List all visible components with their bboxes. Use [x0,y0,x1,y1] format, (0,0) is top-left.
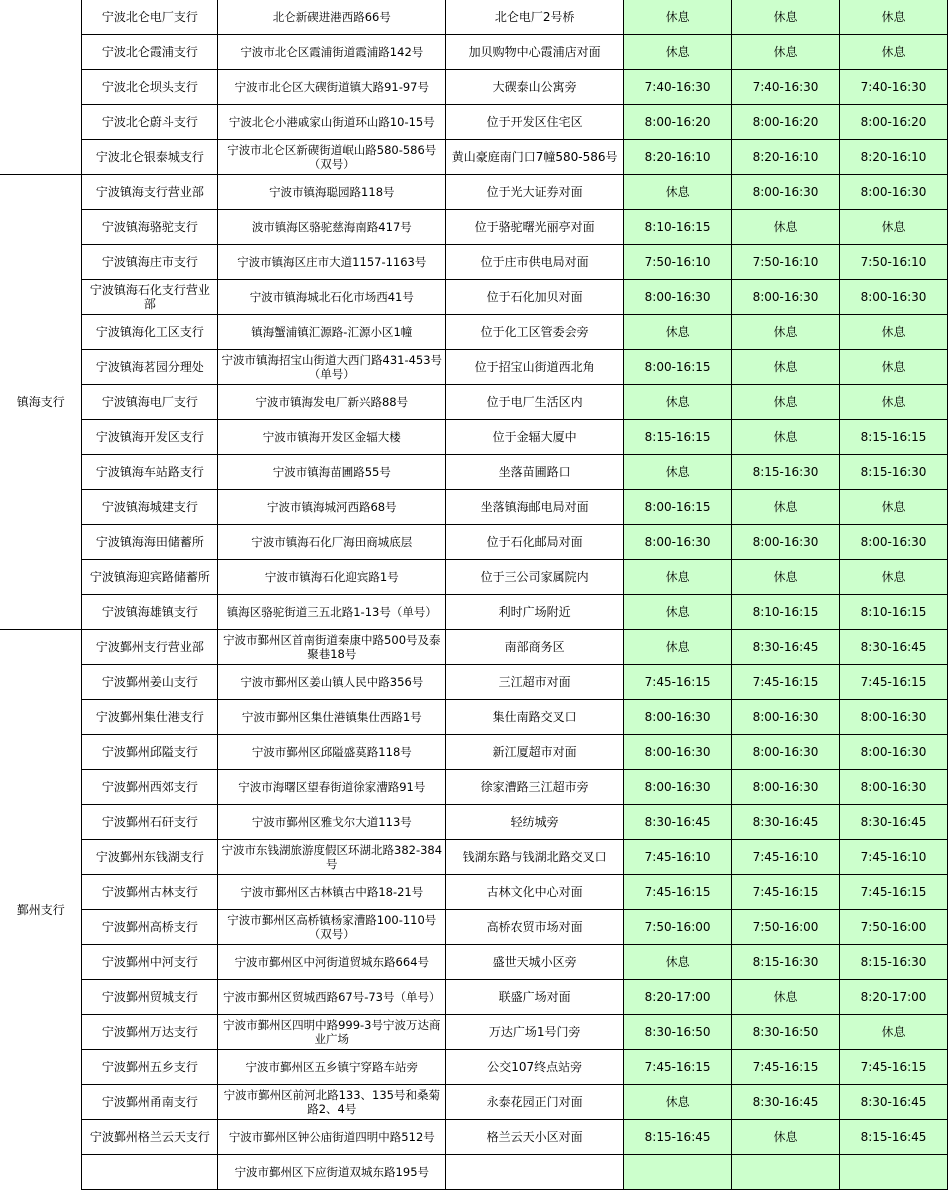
table-row [0,735,948,770]
branch-name-cell: 宁波鄞州支行营业部 [82,630,218,665]
address-cell: 宁波市鄞州区邱隘盛莫路118号 [218,735,446,770]
location-cell: 轻纺城旁 [446,805,624,840]
hours-cell: 8:00-16:30 [839,175,947,210]
hours-cell: 休息 [732,420,840,455]
hours-cell: 7:45-16:15 [839,1050,947,1085]
hours-cell: 休息 [839,35,947,70]
hours-cell: 7:50-16:00 [839,910,947,945]
table-row [0,630,948,665]
table-row [0,525,948,560]
address-cell: 宁波市北仑区霞浦街道霞浦路142号 [218,35,446,70]
hours-cell: 8:00-16:15 [624,350,732,385]
address-cell: 宁波市镇海城河西路68号 [218,490,446,525]
branch-name-cell: 宁波镇海电厂支行 [82,385,218,420]
hours-cell: 8:10-16:15 [839,595,947,630]
location-cell: 大碶泰山公寓旁 [446,70,624,105]
branch-name-cell: 宁波镇海雄镇支行 [82,595,218,630]
hours-cell: 8:00-16:30 [839,280,947,315]
hours-cell: 8:30-16:45 [732,805,840,840]
address-cell: 宁波市镇海石化迎宾路1号 [218,560,446,595]
hours-cell: 8:00-16:30 [732,735,840,770]
location-cell: 位于开发区住宅区 [446,105,624,140]
hours-cell: 休息 [839,560,947,595]
branch-name-cell: 宁波北仑坝头支行 [82,70,218,105]
table-row [0,280,948,315]
hours-cell: 休息 [624,315,732,350]
address-cell: 宁波市镇海区庄市大道1157-1163号 [218,245,446,280]
hours-cell: 休息 [624,35,732,70]
hours-cell: 8:15-16:15 [839,420,947,455]
location-cell: 位于招宝山街道西北角 [446,350,624,385]
table-row [0,945,948,980]
location-cell: 三江超市对面 [446,665,624,700]
table-row [0,70,948,105]
location-cell: 公交107终点站旁 [446,1050,624,1085]
table-row [0,700,948,735]
hours-cell: 8:20-17:00 [624,980,732,1015]
hours-cell: 休息 [624,945,732,980]
table-row [0,315,948,350]
location-cell: 永泰花园正门对面 [446,1085,624,1120]
branch-name-cell: 宁波镇海海田储蓄所 [82,525,218,560]
hours-cell: 休息 [624,175,732,210]
hours-cell: 8:10-16:15 [624,210,732,245]
hours-cell: 7:50-16:00 [732,910,840,945]
hours-cell: 8:00-16:20 [624,105,732,140]
hours-cell: 8:30-16:45 [624,805,732,840]
hours-cell: 8:00-16:30 [839,700,947,735]
hours-cell: 7:45-16:15 [839,665,947,700]
branch-name-cell: 宁波镇海迎宾路储蓄所 [82,560,218,595]
location-cell: 加贝购物中心霞浦店对面 [446,35,624,70]
location-cell: 位于三公司家属院内 [446,560,624,595]
table-row [0,875,948,910]
branch-name-cell: 宁波镇海车站路支行 [82,455,218,490]
hours-cell: 8:00-16:30 [732,700,840,735]
address-cell: 北仑新碶进港西路66号 [218,0,446,35]
hours-cell: 7:50-16:10 [732,245,840,280]
address-cell: 宁波市海曙区望春街道徐家漕路91号 [218,770,446,805]
hours-cell: 休息 [624,595,732,630]
hours-cell: 休息 [839,0,947,35]
branch-group-cell: 镇海支行 [0,175,82,630]
location-cell: 位于庄市供电局对面 [446,245,624,280]
table-row [0,210,948,245]
table-row [0,1050,948,1085]
table-row [0,665,948,700]
location-cell: 古林文化中心对面 [446,875,624,910]
location-cell: 利时广场附近 [446,595,624,630]
branch-name-cell: 宁波镇海支行营业部 [82,175,218,210]
table-row [0,1015,948,1050]
hours-cell: 休息 [732,1120,840,1155]
location-cell: 位于石化邮局对面 [446,525,624,560]
branch-name-cell: 宁波镇海开发区支行 [82,420,218,455]
hours-cell: 8:00-16:30 [839,735,947,770]
hours-cell: 休息 [624,630,732,665]
location-cell: 集仕南路交叉口 [446,700,624,735]
hours-cell: 8:30-16:50 [624,1015,732,1050]
hours-cell: 7:45-16:15 [624,875,732,910]
address-cell: 宁波市镇海石化厂海田商城底层 [218,525,446,560]
hours-cell: 7:45-16:15 [624,665,732,700]
hours-cell: 7:50-16:00 [624,910,732,945]
hours-cell: 7:40-16:30 [839,70,947,105]
address-cell: 宁波市鄞州区中河街道贸城东路664号 [218,945,446,980]
hours-cell: 休息 [732,385,840,420]
hours-cell: 休息 [839,490,947,525]
hours-cell: 8:20-17:00 [839,980,947,1015]
hours-cell: 8:00-16:30 [624,280,732,315]
location-cell: 新江厦超市对面 [446,735,624,770]
table-row [0,840,948,875]
hours-cell: 7:45-16:10 [839,840,947,875]
hours-cell: 休息 [732,35,840,70]
address-cell: 宁波市鄞州区雅戈尔大道113号 [218,805,446,840]
hours-cell: 8:00-16:30 [839,770,947,805]
address-cell: 宁波市鄞州区下应街道双城东路195号 [218,1155,446,1190]
hours-cell: 8:00-16:30 [732,280,840,315]
hours-cell: 休息 [624,560,732,595]
table-row [0,350,948,385]
location-cell: 盛世天城小区旁 [446,945,624,980]
table-row [0,1155,948,1190]
hours-cell: 8:30-16:45 [839,1085,947,1120]
branch-name-cell: 宁波鄞州古林支行 [82,875,218,910]
hours-cell: 休息 [839,1015,947,1050]
hours-cell: 8:15-16:30 [732,945,840,980]
address-cell: 宁波市鄞州区前河北路133、135号和桑菊路2、4号 [218,1085,446,1120]
branch-name-cell [82,1155,218,1190]
address-cell: 宁波市北仑区大碶街道镇大路91-97号 [218,70,446,105]
address-cell: 波市镇海区骆驼慈海南路417号 [218,210,446,245]
location-cell: 位于化工区管委会旁 [446,315,624,350]
hours-cell: 7:45-16:10 [624,840,732,875]
table-row [0,35,948,70]
branch-name-cell: 宁波鄞州高桥支行 [82,910,218,945]
hours-cell: 8:00-16:30 [624,700,732,735]
location-cell: 坐落镇海邮电局对面 [446,490,624,525]
table-row [0,245,948,280]
address-cell: 宁波市鄞州区贸城西路67号-73号（单号） [218,980,446,1015]
hours-cell: 休息 [839,315,947,350]
location-cell: 位于石化加贝对面 [446,280,624,315]
hours-cell: 8:15-16:30 [839,455,947,490]
hours-cell: 8:00-16:30 [732,175,840,210]
branch-name-cell: 宁波鄞州万达支行 [82,1015,218,1050]
location-cell: 位于电厂生活区内 [446,385,624,420]
branch-name-cell: 宁波镇海城建支行 [82,490,218,525]
branch-name-cell: 宁波北仑蔚斗支行 [82,105,218,140]
branch-name-cell: 宁波镇海茗园分理处 [82,350,218,385]
hours-cell: 8:20-16:10 [732,140,840,175]
branch-name-cell: 宁波鄞州集仕港支行 [82,700,218,735]
table-row [0,560,948,595]
hours-cell: 7:45-16:15 [732,1050,840,1085]
branch-name-cell: 宁波鄞州五乡支行 [82,1050,218,1085]
address-cell: 宁波市鄞州区高桥镇杨家漕路100-110号（双号） [218,910,446,945]
hours-cell: 休息 [839,385,947,420]
location-cell: 位于金辐大厦中 [446,420,624,455]
hours-cell: 7:45-16:15 [839,875,947,910]
hours-cell: 休息 [624,455,732,490]
hours-cell: 8:00-16:30 [839,525,947,560]
table-row [0,420,948,455]
hours-cell: 休息 [839,350,947,385]
location-cell: 北仑电厂2号桥 [446,0,624,35]
location-cell [446,1155,624,1190]
address-cell: 宁波市鄞州区五乡镇宁穿路车站旁 [218,1050,446,1085]
location-cell: 徐家漕路三江超市旁 [446,770,624,805]
hours-cell: 休息 [624,1085,732,1120]
hours-cell: 8:20-16:10 [839,140,947,175]
branch-name-cell: 宁波鄞州邱隘支行 [82,735,218,770]
hours-cell: 8:30-16:45 [839,805,947,840]
hours-cell [624,1155,732,1190]
address-cell: 宁波市镇海招宝山街道大西门路431-453号（单号） [218,350,446,385]
hours-cell: 8:00-16:30 [624,525,732,560]
hours-cell: 8:00-16:30 [624,735,732,770]
hours-cell: 7:50-16:10 [624,245,732,280]
hours-cell: 8:15-16:45 [839,1120,947,1155]
branch-name-cell: 宁波鄞州甬南支行 [82,1085,218,1120]
table-row [0,0,948,35]
location-cell: 坐落苗圃路口 [446,455,624,490]
branch-name-cell: 宁波鄞州西郊支行 [82,770,218,805]
branch-group-cell: 鄞州支行 [0,630,82,1190]
address-cell: 宁波市北仑区新碶街道岷山路580-586号（双号） [218,140,446,175]
branch-name-cell: 宁波鄞州姜山支行 [82,665,218,700]
hours-cell: 8:30-16:45 [732,630,840,665]
table-row [0,1120,948,1155]
address-cell: 宁波市鄞州区姜山镇人民中路356号 [218,665,446,700]
hours-cell: 休息 [732,980,840,1015]
hours-cell: 8:10-16:15 [732,595,840,630]
table-row [0,980,948,1015]
table-row [0,105,948,140]
location-cell: 位于光大证券对面 [446,175,624,210]
hours-cell: 8:15-16:30 [732,455,840,490]
hours-cell: 8:15-16:45 [624,1120,732,1155]
address-cell: 宁波市鄞州区集仕港镇集仕西路1号 [218,700,446,735]
hours-cell: 休息 [839,210,947,245]
hours-cell: 8:00-16:15 [624,490,732,525]
branch-name-cell: 宁波镇海化工区支行 [82,315,218,350]
hours-cell: 8:15-16:30 [839,945,947,980]
hours-cell: 7:45-16:15 [624,1050,732,1085]
hours-cell: 休息 [624,385,732,420]
table-row [0,175,948,210]
location-cell: 南部商务区 [446,630,624,665]
location-cell: 黄山豪庭南门口7幢580-586号 [446,140,624,175]
address-cell: 宁波市镇海城北石化市场西41号 [218,280,446,315]
hours-cell: 8:30-16:45 [732,1085,840,1120]
hours-cell: 8:00-16:20 [839,105,947,140]
branch-name-cell: 宁波北仑电厂支行 [82,0,218,35]
branch-name-cell: 宁波鄞州格兰云天支行 [82,1120,218,1155]
branch-name-cell: 宁波镇海石化支行营业部 [82,280,218,315]
hours-cell: 8:00-16:30 [624,770,732,805]
hours-cell: 8:30-16:45 [839,630,947,665]
table-row [0,140,948,175]
hours-cell: 8:20-16:10 [624,140,732,175]
hours-cell: 8:15-16:15 [624,420,732,455]
location-cell: 位于骆驼曙光丽亭对面 [446,210,624,245]
location-cell: 钱湖东路与钱湖北路交叉口 [446,840,624,875]
branch-name-cell: 宁波鄞州石矸支行 [82,805,218,840]
branch-name-cell: 宁波镇海庄市支行 [82,245,218,280]
address-cell: 宁波市镇海苗圃路55号 [218,455,446,490]
hours-cell: 休息 [624,0,732,35]
location-cell: 万达广场1号门旁 [446,1015,624,1050]
hours-cell: 7:40-16:30 [624,70,732,105]
table-row [0,770,948,805]
location-cell: 高桥农贸市场对面 [446,910,624,945]
branch-name-cell: 宁波北仑银泰城支行 [82,140,218,175]
branch-name-cell: 宁波北仑霞浦支行 [82,35,218,70]
table-row [0,1085,948,1120]
branch-name-cell: 宁波鄞州贸城支行 [82,980,218,1015]
table-row [0,490,948,525]
hours-cell: 8:00-16:30 [732,525,840,560]
table-row [0,910,948,945]
hours-cell: 7:50-16:10 [839,245,947,280]
address-cell: 宁波市镇海开发区金辐大楼 [218,420,446,455]
hours-cell: 8:00-16:20 [732,105,840,140]
address-cell: 宁波市鄞州区四明中路999-3号宁波万达商业广场 [218,1015,446,1050]
branch-name-cell: 宁波鄞州中河支行 [82,945,218,980]
hours-cell: 休息 [732,490,840,525]
table-row [0,385,948,420]
hours-cell: 休息 [732,350,840,385]
address-cell: 宁波市鄞州区古林镇古中路18-21号 [218,875,446,910]
location-cell: 格兰云天小区对面 [446,1120,624,1155]
hours-cell: 休息 [732,210,840,245]
address-cell: 宁波市镇海聪园路118号 [218,175,446,210]
hours-cell: 休息 [732,0,840,35]
address-cell: 镇海蟹浦镇汇源路-汇源小区1幢 [218,315,446,350]
hours-cell [839,1155,947,1190]
hours-cell [732,1155,840,1190]
address-cell: 镇海区骆驼街道三五北路1-13号（单号） [218,595,446,630]
hours-cell: 休息 [732,560,840,595]
table-row [0,805,948,840]
hours-cell: 7:45-16:15 [732,665,840,700]
address-cell: 宁波市东钱湖旅游度假区环湖北路382-384号 [218,840,446,875]
address-cell: 宁波市鄞州区首南街道秦康中路500号及泰聚巷18号 [218,630,446,665]
hours-cell: 休息 [732,315,840,350]
branch-name-cell: 宁波鄞州东钱湖支行 [82,840,218,875]
location-cell: 联盛广场对面 [446,980,624,1015]
hours-cell: 7:45-16:15 [732,875,840,910]
table-row [0,455,948,490]
table-row [0,595,948,630]
address-cell: 宁波北仑小港戚家山街道环山路10-15号 [218,105,446,140]
branch-name-cell: 宁波镇海骆驼支行 [82,210,218,245]
hours-cell: 8:30-16:50 [732,1015,840,1050]
branch-group-cell [0,0,82,175]
address-cell: 宁波市镇海发电厂新兴路88号 [218,385,446,420]
hours-cell: 7:40-16:30 [732,70,840,105]
hours-cell: 8:00-16:30 [732,770,840,805]
address-cell: 宁波市鄞州区钟公庙街道四明中路512号 [218,1120,446,1155]
hours-cell: 7:45-16:10 [732,840,840,875]
